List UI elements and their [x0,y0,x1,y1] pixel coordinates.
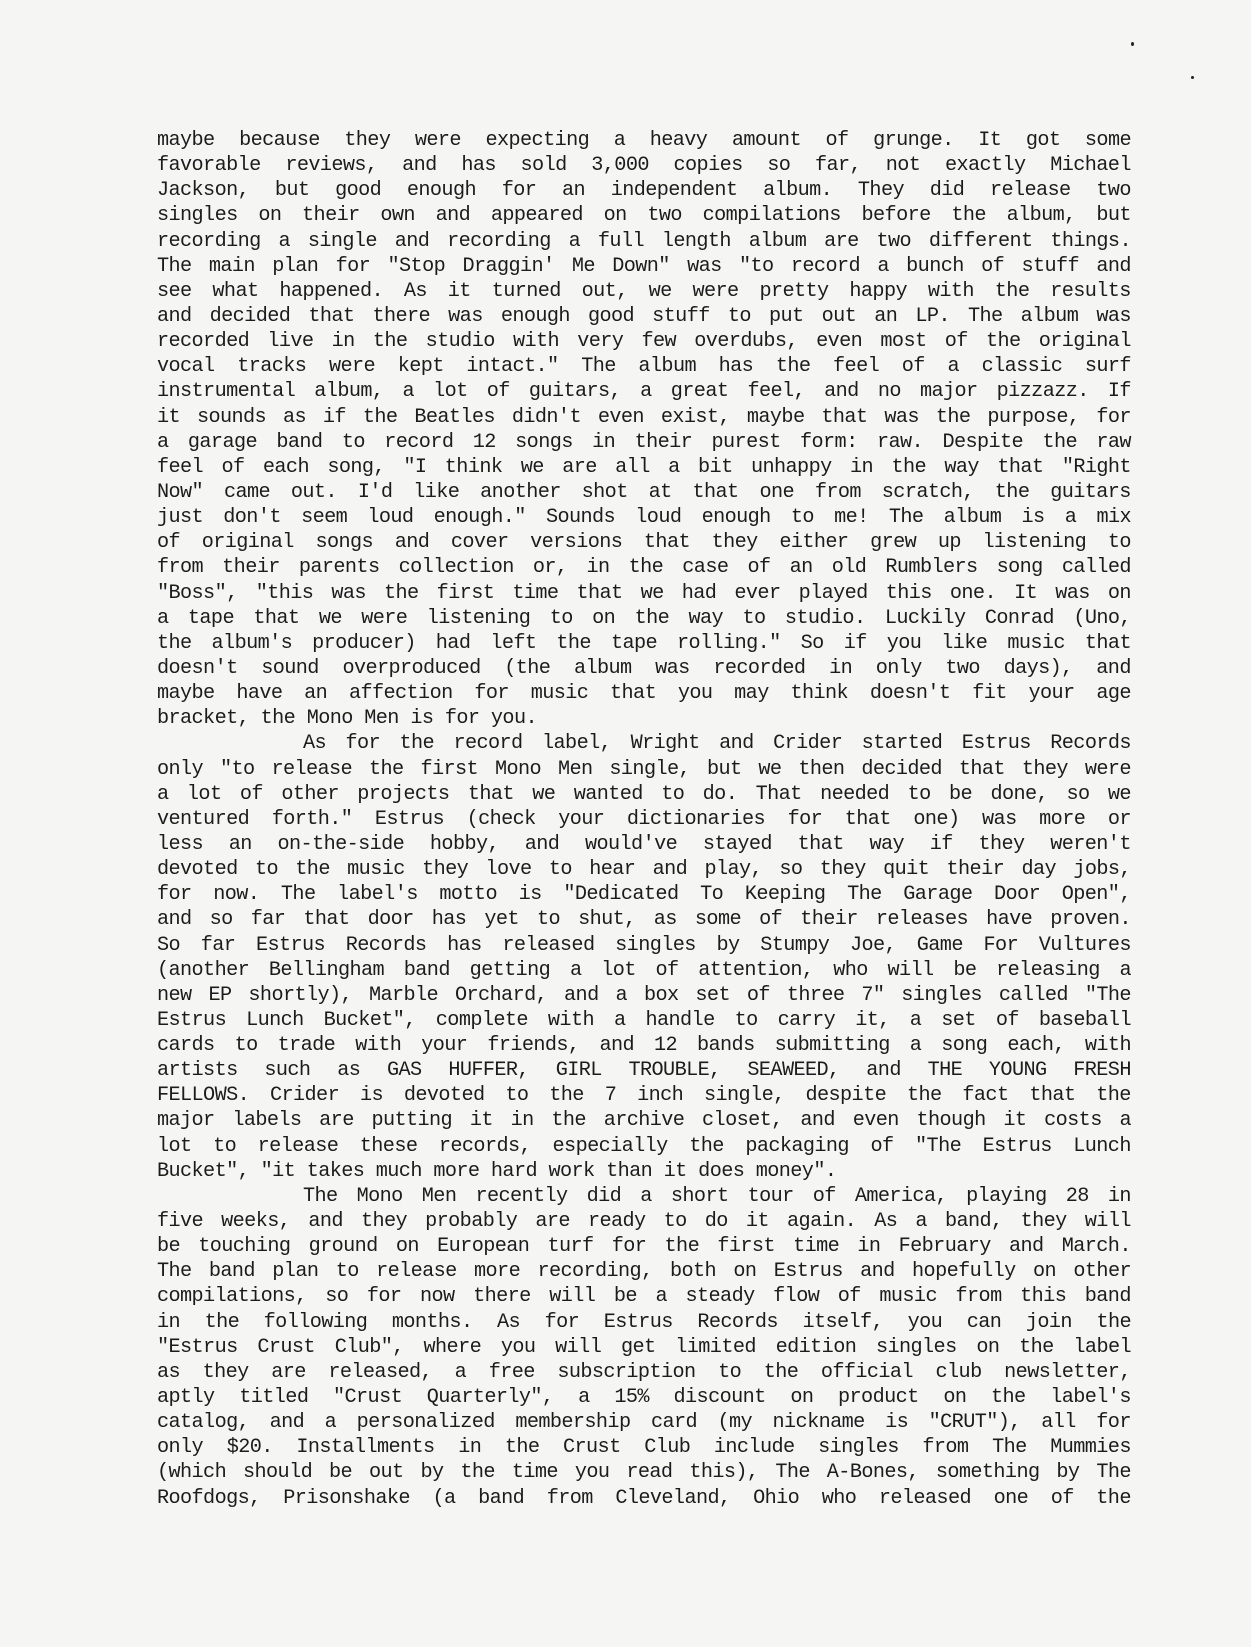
text-line: instrumental album, a lot of guitars, a great feel, and no major pizzazz. If [157,380,1131,404]
text-line: FELLOWS. Crider is devoted to the 7 inch single, despite the fact that the [157,1084,1131,1108]
text-line: singles on their own and appeared on two compilations before the album, but [157,204,1131,228]
text-line: Roofdogs, Prisonshake (a band from Cleveland, Ohio who released one of the [157,1486,1131,1510]
text-line: bracket, the Mono Men is for you. [157,707,537,731]
text-line: a garage band to record 12 songs in their purest form: raw. Despite the raw [157,430,1131,454]
text-line: The band plan to release more recording, both on Estrus and hopefully on other [157,1260,1131,1284]
text-line: So far Estrus Records has released singles by Stumpy Joe, Game For Vultures [157,933,1131,957]
page-speck [1131,42,1134,46]
text-line: new EP shortly), Marble Orchard, and a box set of three 7" singles called "The [157,983,1131,1007]
text-line: ventured forth." Estrus (check your dictionaries for that one) was more or [157,807,1131,831]
text-line: in the following months. As for Estrus Records itself, you can join the [157,1310,1131,1334]
text-line: only "to release the first Mono Men single, but we then decided that they were [157,757,1131,781]
text-line: the album's producer) had left the tape rolling." So if you like music that [157,631,1131,655]
text-line: recording a single and recording a full length album are two different things. [157,229,1131,253]
text-line: (which should be out by the time you read this), The A-Bones, something by The [157,1461,1131,1485]
text-line: vocal tracks were kept intact." The album has the feel of a classic surf [157,355,1131,379]
text-line: from their parents collection or, in the case of an old Rumblers song called [157,556,1131,580]
text-line: only $20. Installments in the Crust Club include singles from The Mummies [157,1436,1131,1460]
text-line: (another Bellingham band getting a lot of attention, who will be releasing a [157,958,1131,982]
text-line: compilations, so for now there will be a steady flow of music from this band [157,1285,1131,1309]
text-line: just don't seem loud enough." Sounds loud enough to me! The album is a mix [157,506,1131,530]
text-line: it sounds as if the Beatles didn't even exist, maybe that was the purpose, for [157,405,1131,429]
text-line: lot to release these records, especially the packaging of "The Estrus Lunch [157,1134,1131,1158]
text-line: cards to trade with your friends, and 12 bands submitting a song each, with [157,1034,1131,1058]
text-line: favorable reviews, and has sold 3,000 copies so far, not exactly Michael [157,154,1131,178]
text-line: devoted to the music they love to hear and play, so they quit their day jobs, [157,858,1131,882]
text-line: Now" came out. I'd like another shot at that one from scratch, the guitars [157,480,1131,504]
text-line: As for the record label, Wright and Crider started Estrus Records [303,732,1131,756]
text-line: for now. The label's motto is "Dedicated To Keeping The Garage Door Open", [157,883,1131,907]
text-line: and so far that door has yet to shut, as some of their releases have proven. [157,908,1131,932]
text-line: a lot of other projects that we wanted to do. That needed to be done, so we [157,782,1131,806]
text-line: maybe because they were expecting a heavy amount of grunge. It got some [157,129,1131,152]
text-line: feel of each song, "I think we are all a bit unhappy in the way that "Right [157,455,1131,479]
text-line: be touching ground on European turf for the first time in February and March. [157,1235,1131,1259]
text-line: of original songs and cover versions that they either grew up listening to [157,531,1131,555]
text-line: "Estrus Crust Club", where you will get limited edition singles on the label [157,1335,1131,1359]
text-line: see what happened. As it turned out, we were pretty happy with the results [157,279,1131,303]
text-line: and decided that there was enough good stuff to put out an LP. The album was [157,304,1131,328]
text-line: recorded live in the studio with very few overdubs, even most of the original [157,330,1131,354]
text-line: as they are released, a free subscription to the official club newsletter, [157,1360,1131,1384]
text-line: less an on-the-side hobby, and would've stayed that way if they weren't [157,832,1131,856]
text-line: "Boss", "this was the first time that we had ever played this one. It was on [157,581,1131,605]
text-line: The Mono Men recently did a short tour of America, playing 28 in [303,1184,1131,1208]
text-line: maybe have an affection for music that you may think doesn't fit your age [157,682,1131,706]
text-line: a tape that we were listening to on the way to studio. Luckily Conrad (Uno, [157,606,1131,630]
text-line: doesn't sound overproduced (the album was recorded in only two days), and [157,656,1131,680]
text-line: major labels are putting it in the archive closet, and even though it costs a [157,1109,1131,1133]
article-text [157,128,1131,1511]
text-line: The main plan for "Stop Draggin' Me Down" was "to record a bunch of stuff and [157,254,1131,278]
text-line: Estrus Lunch Bucket", complete with a handle to carry it, a set of baseball [157,1008,1131,1032]
text-line: five weeks, and they probably are ready to do it again. As a band, they will [157,1210,1131,1234]
text-line: Bucket", "it takes much more hard work than it does money". [157,1159,837,1183]
text-line: catalog, and a personalized membership card (my nickname is "CRUT"), all for [157,1411,1131,1435]
text-line: Jackson, but good enough for an independent album. They did release two [157,179,1131,203]
page-speck [1191,76,1194,79]
text-line: artists such as GAS HUFFER, GIRL TROUBLE, SEAWEED, and THE YOUNG FRESH [157,1059,1131,1083]
text-line: aptly titled "Crust Quarterly", a 15% discount on product on the label's [157,1386,1131,1410]
